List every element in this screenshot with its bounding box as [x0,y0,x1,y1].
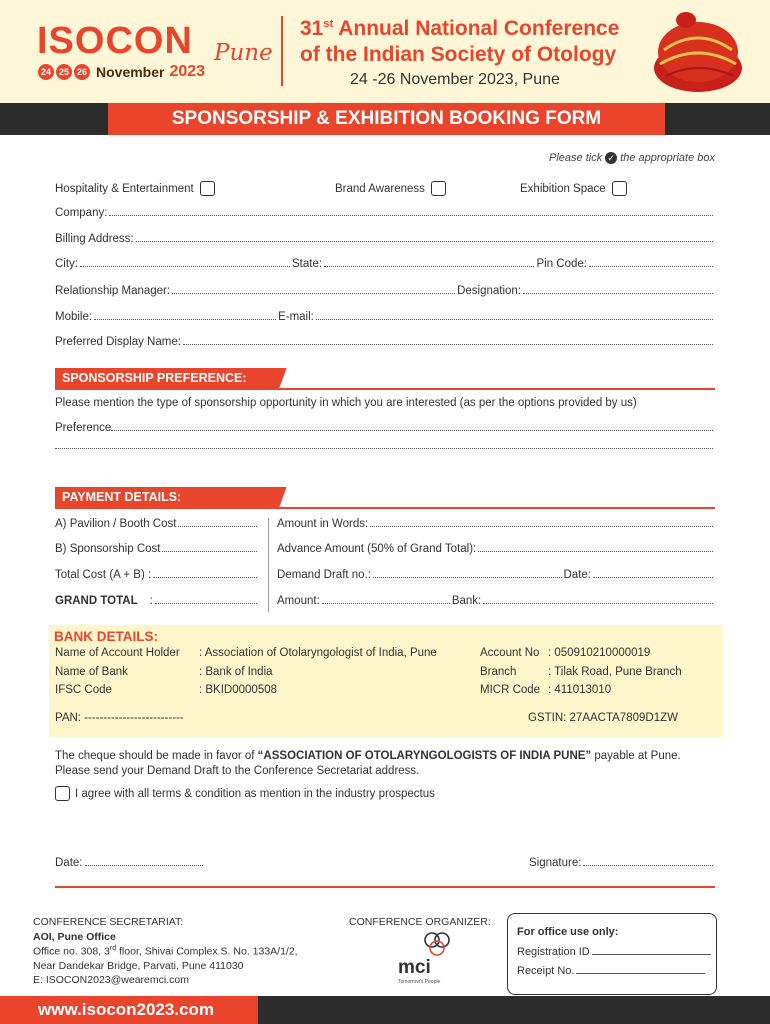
isocon-logo-text: ISOCON [37,20,193,62]
pan-field: PAN: -------------------------- [55,712,184,724]
registration-id-field[interactable]: Registration ID [517,946,713,958]
signature-field[interactable]: Signature: [529,857,715,869]
bank-value: : 050910210000019 [548,647,651,659]
pune-turban-icon [646,6,746,98]
date-badge: 24 [38,64,54,80]
section-rule [55,507,715,509]
gstin-value: GSTIN: 27AACTA7809D1ZW [528,712,678,724]
secretariat-address-line1: Office no. 308, 3rd floor, Shivai Complex S. No. 133A/1/2, [33,945,298,958]
mci-tagline: Tomorrow's People [398,979,441,985]
bank-label: Branch [480,666,517,678]
sponsorship-cost-field[interactable]: B) Sponsorship Cost [55,543,259,555]
pavilion-cost-field[interactable]: A) Pavilion / Booth Cost [55,518,259,530]
mci-logo-icon [420,931,454,957]
bank-label: Account No [480,647,540,659]
terms-agreement[interactable]: I agree with all terms & condition as mention in the industry prospectus [55,786,435,801]
bank-label: Name of Account Holder [55,647,180,659]
logo-month: November [96,64,165,80]
bank-value: : 411013010 [548,684,612,696]
check-icon: ✓ [605,152,617,164]
sponsorship-instruction: Please mention the type of sponsorship opportunity in which you are interested (as per the options provided by us) [55,397,637,409]
footer-rule [55,886,715,888]
payment-section-header [55,487,715,509]
conference-dates: 24 -26 November 2023, Pune [350,71,560,88]
date-field[interactable]: Date: [55,857,205,869]
form-title: SPONSORSHIP & EXHIBITION BOOKING FORM [108,103,665,135]
checkbox[interactable] [200,181,215,196]
header-divider [281,16,283,86]
logo-year: 2023 [169,63,206,80]
date-badge: 26 [74,64,90,80]
bank-value: : Bank of India [199,666,273,678]
cheque-instruction: The cheque should be made in favor of “ASSOCIATION OF OTOLARYNGOLOGISTS OF INDIA PUNE” payable at Pune. [55,750,681,762]
secretariat-name: AOI, Pune Office [33,931,116,943]
conference-title-line2: of the Indian Society of Otology [300,43,617,66]
bank-label: IFSC Code [55,684,112,696]
grand-total-field[interactable]: GRAND TOTAL : [55,595,259,607]
manager-designation-row[interactable]: Relationship Manager: Designation: [55,285,715,297]
office-use-title: For office use only: [517,926,619,938]
bank-value: : BKID0000508 [199,684,278,696]
organizer-title: CONFERENCE ORGANIZER: [349,916,491,928]
preference-field-continued[interactable] [55,447,715,452]
option-hospitality[interactable]: Hospitality & Entertainment [55,181,215,196]
preference-field[interactable]: Preference [55,422,715,434]
checkbox[interactable] [431,181,446,196]
tick-instruction: Please tick ✓ the appropriate box [549,152,715,164]
secretariat-title: CONFERENCE SECRETARIAT: [33,916,184,928]
billing-address-field[interactable]: Billing Address: [55,233,715,245]
amount-bank-row[interactable]: Amount: Bank: [277,595,715,607]
total-cost-field[interactable]: Total Cost (A + B) : [55,569,259,581]
secretariat-email: E: ISOCON2023@wearemci.com [33,974,189,986]
sponsorship-section-header [55,368,715,390]
logo-city: Pune [214,40,273,66]
amount-in-words-field[interactable]: Amount in Words: [277,518,715,530]
checkbox[interactable] [612,181,627,196]
website-link[interactable]: www.isocon2023.com [0,996,258,1024]
conference-title-line1: 31st Annual National Conference [300,17,620,40]
bank-details-heading: BANK DETAILS: [54,629,158,644]
mobile-email-row[interactable]: Mobile: E-mail: [55,311,715,323]
bank-value: : Association of Otolaryngologist of India, Pune [199,647,437,659]
receipt-no-field[interactable]: Receipt No. [517,965,707,977]
bank-value: : Tilak Road, Pune Branch [548,666,682,678]
company-field[interactable]: Company: [55,207,715,219]
demand-draft-instruction: Please send your Demand Draft to the Conference Secretariat address. [55,765,420,777]
option-exhibition-space[interactable]: Exhibition Space [520,181,627,196]
option-brand-awareness[interactable]: Brand Awareness [335,181,446,196]
sponsorship-heading: SPONSORSHIP PREFERENCE: [55,368,277,388]
logo-dates [38,63,205,81]
demand-draft-row[interactable]: Demand Draft no.: Date: [277,569,715,581]
bank-label: MICR Code [480,684,541,696]
secretariat-address-line2: Near Dandekar Bridge, Parvati, Pune 411030 [33,960,244,972]
section-rule [55,388,715,390]
display-name-field[interactable]: Preferred Display Name: [55,336,715,348]
bank-label: Name of Bank [55,666,128,678]
city-state-pin-row[interactable]: City: State: Pin Code: [55,258,715,270]
payment-divider [268,518,269,612]
advance-amount-field[interactable]: Advance Amount (50% of Grand Total): [277,543,715,555]
checkbox[interactable] [55,786,70,801]
mci-logo-text: mci [398,957,431,978]
date-badge: 25 [56,64,72,80]
payment-heading: PAYMENT DETAILS: [55,487,277,507]
